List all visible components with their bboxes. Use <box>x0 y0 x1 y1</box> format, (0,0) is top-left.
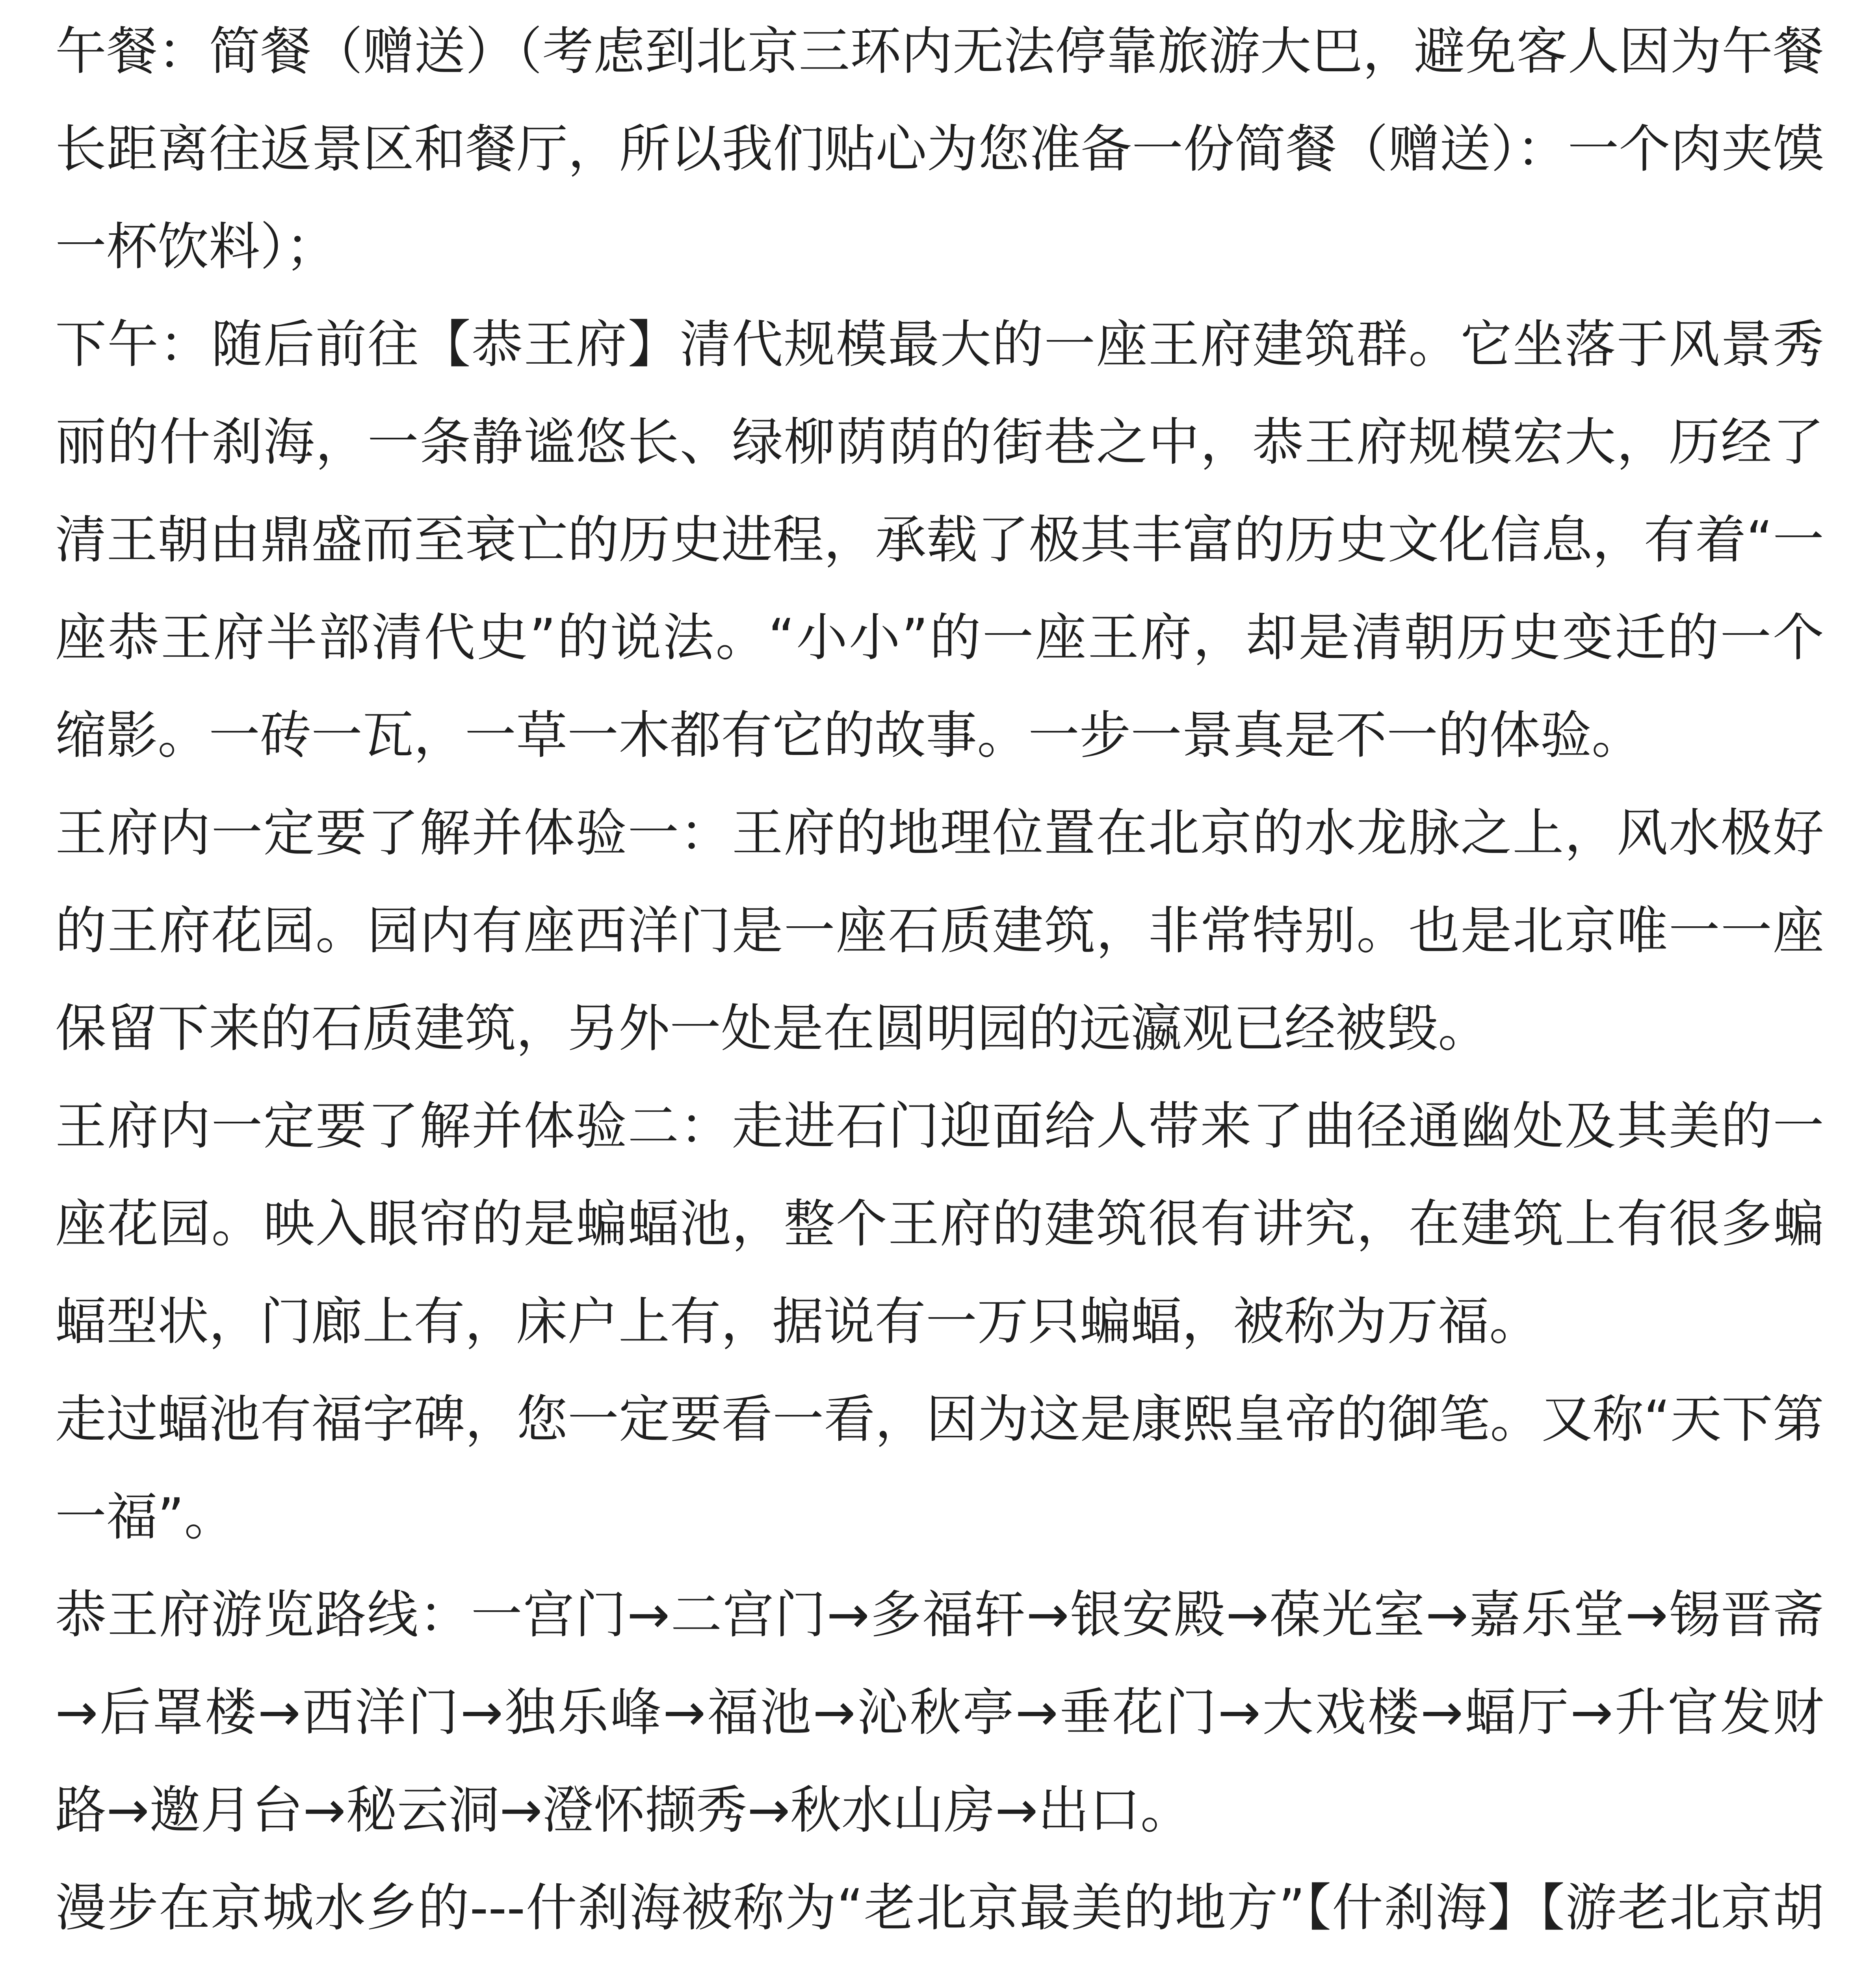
paragraph-afternoon-prince-gong-mansion: 下午：随后前往【恭王府】清代规模最大的一座王府建筑群。它坐落于风景秀丽的什刹海，一条静谧悠长、绿柳荫荫的街巷之中，恭王府规模宏大，历经了清王朝由鼎盛而至衰亡的历史进程，承载了极其丰富的历史文化信息，有着“一座恭王府半部清代史”的说法。“小小”的一座王府，却是清朝历史变迁的一个缩影。一砖一瓦，一草一木都有它的故事。一步一景真是不一的体验。 <box>55 314 1824 765</box>
paragraph-experience-one: 王府内一定要了解并体验一：王府的地理位置在北京的水龙脉之上，风水极好的王府花园。园内有座西洋门是一座石质建筑，非常特别。也是北京唯一一座保留下来的石质建筑，另外一处是在圆明园的远瀛观已经被毁。 <box>55 803 1824 1058</box>
paragraph-experience-two: 王府内一定要了解并体验二：走进石门迎面给人带来了曲径通幽处及其美的一座花园。映入眼帘的是蝙蝠池，整个王府的建筑很有讲究，在建筑上有很多蝙蝠型状，门廊上有，床户上有，据说有一万只蝙蝠，被称为万福。 <box>55 1096 1824 1351</box>
document-body <box>55 2 1824 1970</box>
paragraph-fu-stele: 走过蝠池有福字碑，您一定要看一看，因为这是康熙皇帝的御笔。又称“天下第一福”。 <box>55 1389 1824 1547</box>
paragraph-shichahai: 漫步在京城水乡的---什刹海被称为“老北京最美的地方”【什刹海】【游老北京胡 <box>55 1878 1824 1938</box>
paragraph-lunch: 午餐：简餐（赠送）（考虑到北京三环内无法停靠旅游大巴，避免客人因为午餐长距离往返景区和餐厅，所以我们贴心为您准备一份简餐（赠送）：一个肉夹馍一杯饮料）； <box>55 21 1824 277</box>
paragraph-tour-route: 恭王府游览路线：一宫门→二宫门→多福轩→银安殿→葆光室→嘉乐堂→锡晋斋→后罩楼→西洋门→独乐峰→福池→沁秋亭→垂花门→大戏楼→蝠厅→升官发财路→邀月台→秘云洞→澄怀撷秀→秋水山房→出口。 <box>55 1585 1824 1840</box>
